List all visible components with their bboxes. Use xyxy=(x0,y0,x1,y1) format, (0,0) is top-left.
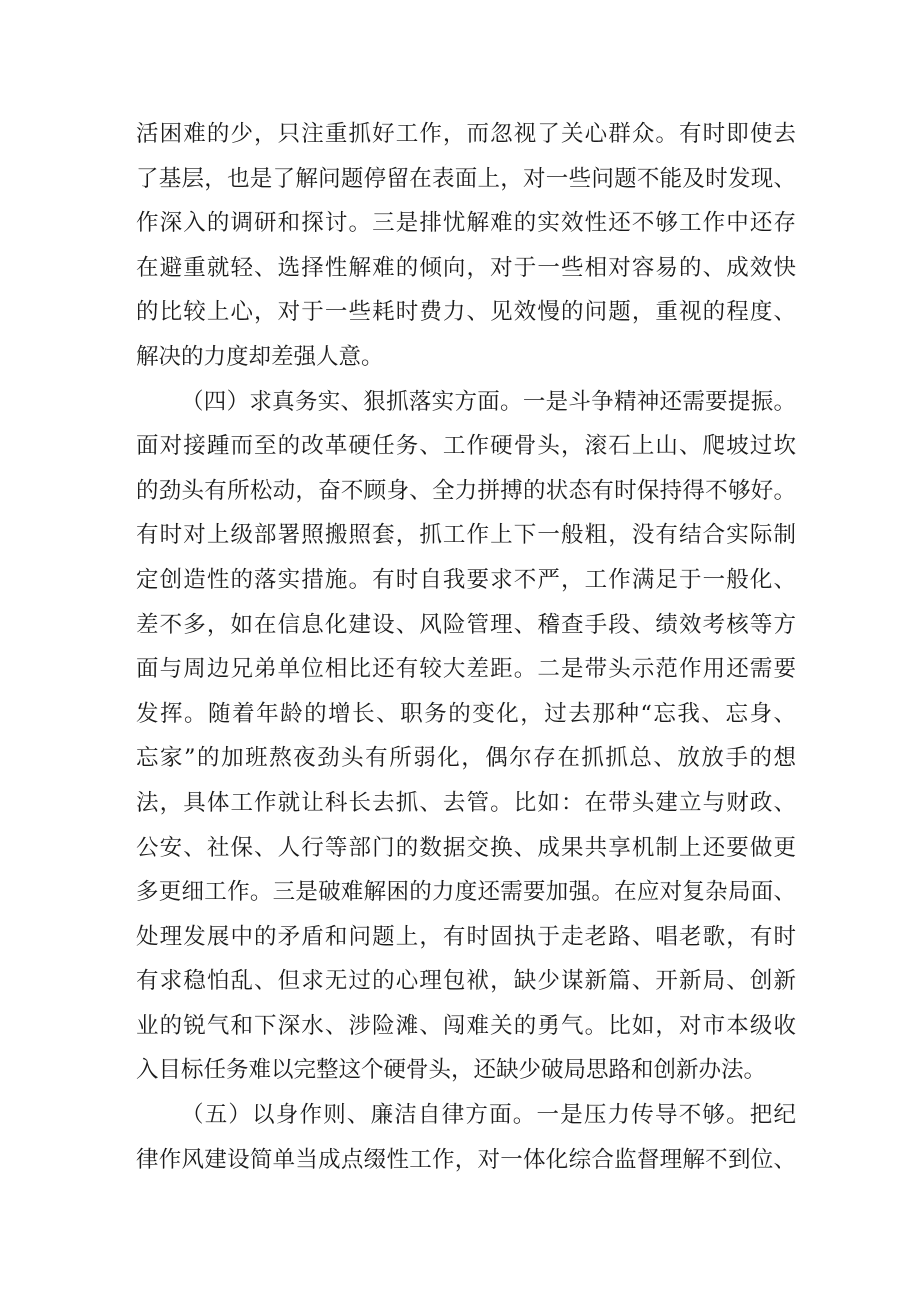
text-line: 在避重就轻、选择性解难的倾向，对于一些相对容易的、成效快 xyxy=(136,254,796,281)
text-line: 入目标任务难以完整这个硬骨头，还缺少破局思路和创新办法。 xyxy=(136,1057,767,1084)
text-line: 解决的力度却差强人意。 xyxy=(136,343,384,370)
text-line: 差不多，如在信息化建设、风险管理、稽查手段、绩效考核等方 xyxy=(136,611,796,638)
text-line: 业的锐气和下深水、涉险滩、闯难关的勇气。比如，对市本级收 xyxy=(136,1012,796,1039)
text-line: 发挥。随着年龄的增长、职务的变化，过去那种“忘我、忘身、 xyxy=(136,700,796,727)
text-line: 处理发展中的矛盾和问题上，有时固执于走老路、唱老歌，有时 xyxy=(136,923,796,950)
text-line: 法，具体工作就让科长去抓、去管。比如：在带头建立与财政、 xyxy=(136,789,796,816)
text-line: 面对接踵而至的改革硬任务、工作硬骨头，滚石上山、爬坡过坎 xyxy=(136,433,796,460)
text-line: 有求稳怕乱、但求无过的心理包袱，缺少谋新篇、开新局、创新 xyxy=(136,968,796,995)
text-line: 多更细工作。三是破难解困的力度还需要加强。在应对复杂局面、 xyxy=(136,879,796,906)
text-line: 面与周边兄弟单位相比还有较大差距。二是带头示范作用还需要 xyxy=(136,656,796,683)
text-line: 忘家”的加班熬夜劲头有所弱化，偶尔存在抓抓总、放放手的想 xyxy=(136,745,796,772)
text-line: 了基层，也是了解问题停留在表面上，对一些问题不能及时发现、 xyxy=(136,165,796,192)
body-text xyxy=(136,112,796,1182)
text-line: 有时对上级部署照搬照套，抓工作上下一般粗，没有结合实际制 xyxy=(136,522,796,549)
text-line: （五）以身作则、廉洁自律方面。一是压力传导不够。把纪 xyxy=(181,1102,796,1129)
text-line: 律作风建设简单当成点缀性工作，对一体化综合监督理解不到位、 xyxy=(136,1146,796,1173)
text-line: （四）求真务实、狠抓落实方面。一是斗争精神还需要提振。 xyxy=(181,388,796,415)
text-line: 作深入的调研和探讨。三是排忧解难的实效性还不够工作中还存 xyxy=(136,210,796,237)
text-line: 公安、社保、人行等部门的数据交换、成果共享机制上还要做更 xyxy=(136,834,796,861)
text-line: 活困难的少，只注重抓好工作，而忽视了关心群众。有时即使去 xyxy=(136,121,796,147)
text-line: 的比较上心，对于一些耗时费力、见效慢的问题，重视的程度、 xyxy=(136,299,796,326)
text-line: 定创造性的落实措施。有时自我要求不严，工作满足于一般化、 xyxy=(136,566,796,593)
text-line: 的劲头有所松动，奋不顾身、全力拼搏的状态有时保持得不够好。 xyxy=(136,477,796,504)
